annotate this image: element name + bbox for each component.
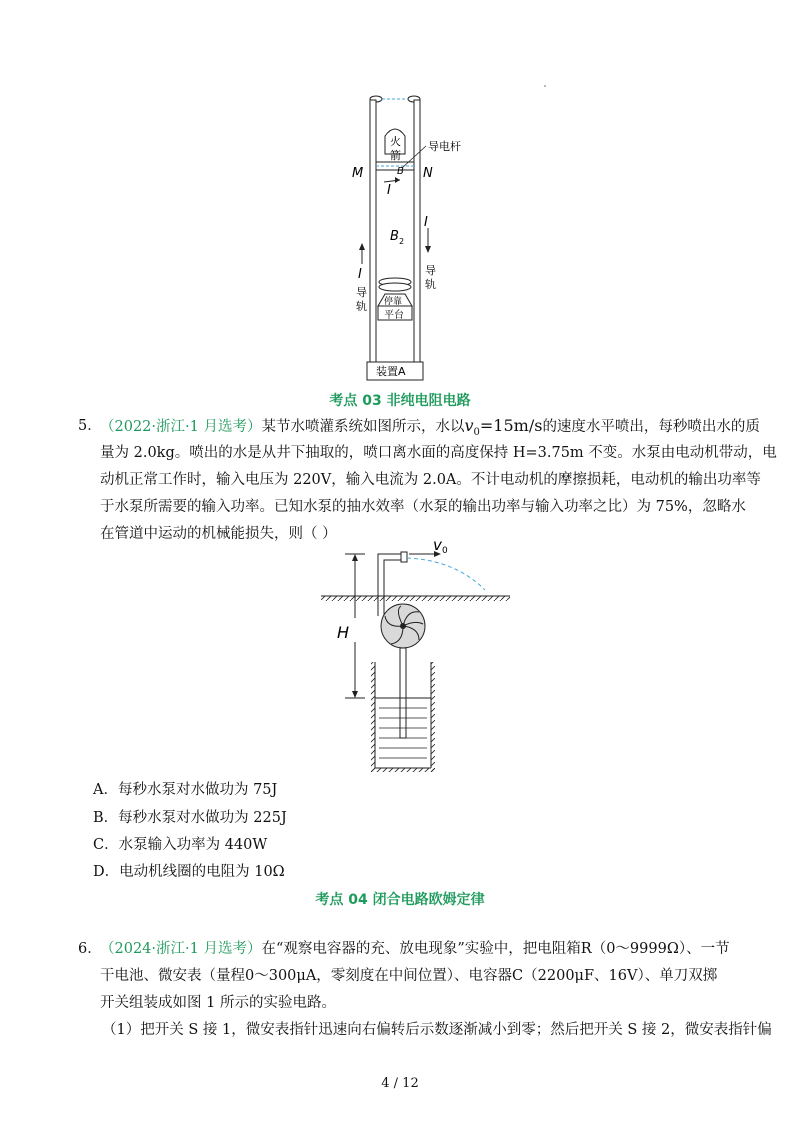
question-6-sub-1: （1）把开关 S 接 1，微安表指针迅速向右偏转后示数逐渐减小到零；然后把开关 S 接 2，微安表指针偏 xyxy=(102,1022,772,1038)
question-5-eq: =15m/s xyxy=(479,416,543,435)
label-i-top: I xyxy=(387,183,391,198)
question-5-number: 5． xyxy=(78,418,102,434)
label-b2-sub: 2 xyxy=(399,237,405,246)
page-number: 4 / 12 xyxy=(381,1076,419,1091)
question-6-line-1-text: 在“观察电容器的充、放电现象”实验中，把电阻箱R（0～9999Ω）、一节 xyxy=(261,941,730,957)
label-b1: B xyxy=(397,166,404,177)
question-5-v-sub: 0 xyxy=(473,426,480,438)
label-v0: v xyxy=(433,540,442,554)
question-5-line-5: 在管道中运动的机械能损失，则（ ） xyxy=(100,526,337,542)
section-3-title: 考点 03 非纯电阻电路 xyxy=(329,393,471,409)
stray-dot xyxy=(544,85,546,87)
label-device: 装置A xyxy=(376,365,406,378)
question-6-line-2: 干电池、微安表（量程0～300μA，零刻度在中间位置）、电容器C（2200μF、16V）、单刀双掷 xyxy=(100,968,718,984)
label-m: M xyxy=(352,166,364,181)
option-c: C．水泵输入功率为 440W xyxy=(93,837,268,853)
label-n: N xyxy=(423,166,433,181)
label-platform-2: 平台 xyxy=(384,310,404,321)
question-5-source: （2022·浙江·1 月选考） xyxy=(100,419,262,435)
section-4-title: 考点 04 闭合电路欧姆定律 xyxy=(315,892,485,908)
label-i-right: I xyxy=(424,215,428,230)
label-rocket-1: 火 xyxy=(390,135,401,148)
figure-water-pump xyxy=(315,540,515,780)
question-6-source: （2024·浙江·1 月选考） xyxy=(100,941,262,957)
question-5-line-2: 量为 2.0kg。喷出的水是从井下抽取的，喷口离水面的高度保持 H=3.75m 不变。水泵由电动机带动，电 xyxy=(100,445,777,461)
option-d: D．电动机线圈的电阻为 10Ω xyxy=(93,864,285,880)
label-v0-sub: 0 xyxy=(442,546,448,556)
label-platform-1: 停靠 xyxy=(384,297,403,307)
question-5-line-4: 于水泵所需要的输入功率。已知水泵的抽水效率（水泵的输出功率与输入功率之比）为 75%，忽略水 xyxy=(100,499,746,515)
label-conductor: 导电杆 xyxy=(428,140,461,153)
label-rail-right-2: 轨 xyxy=(425,278,436,291)
label-rail-right-1: 导 xyxy=(425,264,436,277)
option-a: A．每秒水泵对水做功为 75J xyxy=(93,782,278,798)
label-rail-left-2: 轨 xyxy=(356,300,367,313)
question-5-line-3: 动机正常工作时，输入电压为 220V，输入电流为 2.0A。不计电动机的摩擦损耗，电动机的输出功率等 xyxy=(100,472,761,488)
question-6-number: 6． xyxy=(78,941,102,957)
label-b2: B xyxy=(390,229,399,244)
option-b: B．每秒水泵对水做功为 225J xyxy=(93,810,287,826)
question-5-line-1-text: 某节水喷灌系统如图所示，水以 xyxy=(261,419,465,435)
label-rocket-2: 箭 xyxy=(390,149,401,162)
label-i-left: I xyxy=(358,267,362,282)
label-h: H xyxy=(337,623,350,642)
question-6-line-3: 开关组装成如图 1 所示的实验电路。 xyxy=(100,995,336,1011)
label-rail-left-1: 导 xyxy=(356,286,367,299)
question-5-v: v xyxy=(464,416,474,435)
question-6-line-1 xyxy=(100,939,730,959)
question-5-line-1 xyxy=(100,416,760,443)
figure-rocket-rails xyxy=(340,88,480,388)
question-5-line-1-rest: 的速度水平喷出，每秒喷出水的质 xyxy=(542,419,760,435)
